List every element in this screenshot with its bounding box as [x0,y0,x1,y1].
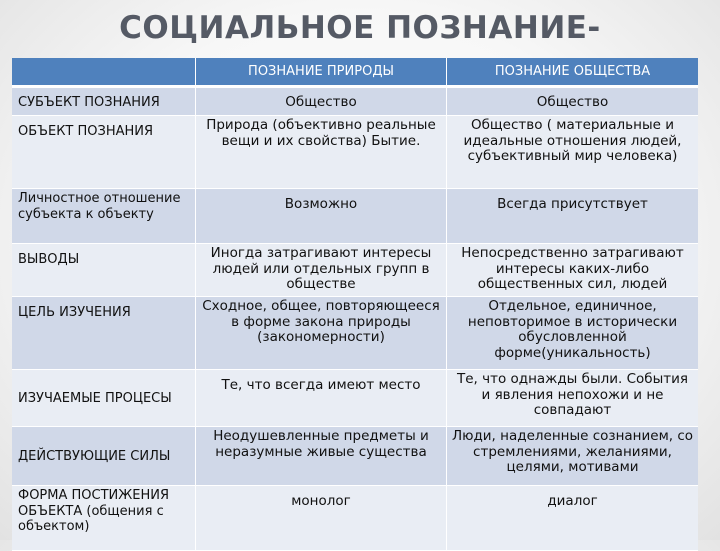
row-label-form: ФОРМА ПОСТИЖЕНИЯ ОБЪЕКТА (общения с объектом) [12,486,195,551]
row-label-processes: ИЗУЧАЕМЫЕ ПРОЦЕСЫ [12,370,195,427]
row-label-object-text: ОБЪЕКТ ПОЗНАНИЯ [18,124,154,139]
cell-nature: Неодушевленные предметы и неразумные живые существа [195,427,446,486]
cell-nature [195,189,446,244]
table-header-row [12,58,698,88]
row-label-conclusions [12,244,195,297]
table-row [12,370,698,427]
table-row [12,88,698,116]
table-row [12,297,698,370]
cell-society: Общество ( материальные и идеальные отношения людей, субъективный мир человека) [446,116,698,189]
comparison-table [12,58,698,551]
row-label-subject: СУБЪЕКТ ПОЗНАНИЯ [12,88,195,116]
cell-society [446,486,698,551]
cell-nature [195,370,446,427]
cell-society-text: Всегда присутствует [497,196,648,212]
cell-nature: Иногда затрагивают интересы людей или отдельных групп в обществе [195,244,446,297]
row-label-conclusions-text: ВЫВОДЫ [18,252,80,267]
header-corner-cell [12,58,195,88]
cell-society: Люди, наделенные сознанием, со стремлениями, желаниями, целями, мотивами [446,427,698,486]
table-row [12,427,698,486]
header-society-knowledge: ПОЗНАНИЕ ОБЩЕСТВА [446,58,698,88]
row-label-forces: ДЕЙСТВУЮЩИЕ СИЛЫ [12,427,195,486]
cell-society-text: диалог [547,493,598,509]
cell-society: Те, что однажды были. События и явления непохожи и не совпадают [446,370,698,427]
cell-nature-text: монолог [291,493,351,509]
table-row [12,486,698,551]
cell-nature: Сходное, общее, повторяющееся в форме закона природы (закономерности) [195,297,446,370]
cell-society: Непосредственно затрагивают интересы каких-либо общественных сил, людей [446,244,698,297]
table-row [12,189,698,244]
cell-nature-text: Возможно [284,196,358,212]
page-title: СОЦИАЛЬНОЕ ПОЗНАНИЕ- [119,10,601,46]
row-label-goal-text: ЦЕЛЬ ИЗУЧЕНИЯ [18,305,131,320]
row-label-goal [12,297,195,370]
row-label-object [12,116,195,189]
table-row [12,244,698,297]
header-nature-knowledge: ПОЗНАНИЕ ПРИРОДЫ [195,58,446,88]
cell-nature [195,486,446,551]
cell-society: Отдельное, единичное, неповторимое в исторически обусловленной форме(уникальность) [446,297,698,370]
row-label-attitude: Личностное отношение субъекта к объекту [12,189,195,244]
cell-society: Общество [446,88,698,116]
cell-society [446,189,698,244]
table-row [12,116,698,189]
cell-nature-text: Те, что всегда имеют место [221,377,421,393]
cell-nature: Природа (объективно реальные вещи и их свойства) Бытие. [195,116,446,189]
cell-nature: Общество [195,88,446,116]
